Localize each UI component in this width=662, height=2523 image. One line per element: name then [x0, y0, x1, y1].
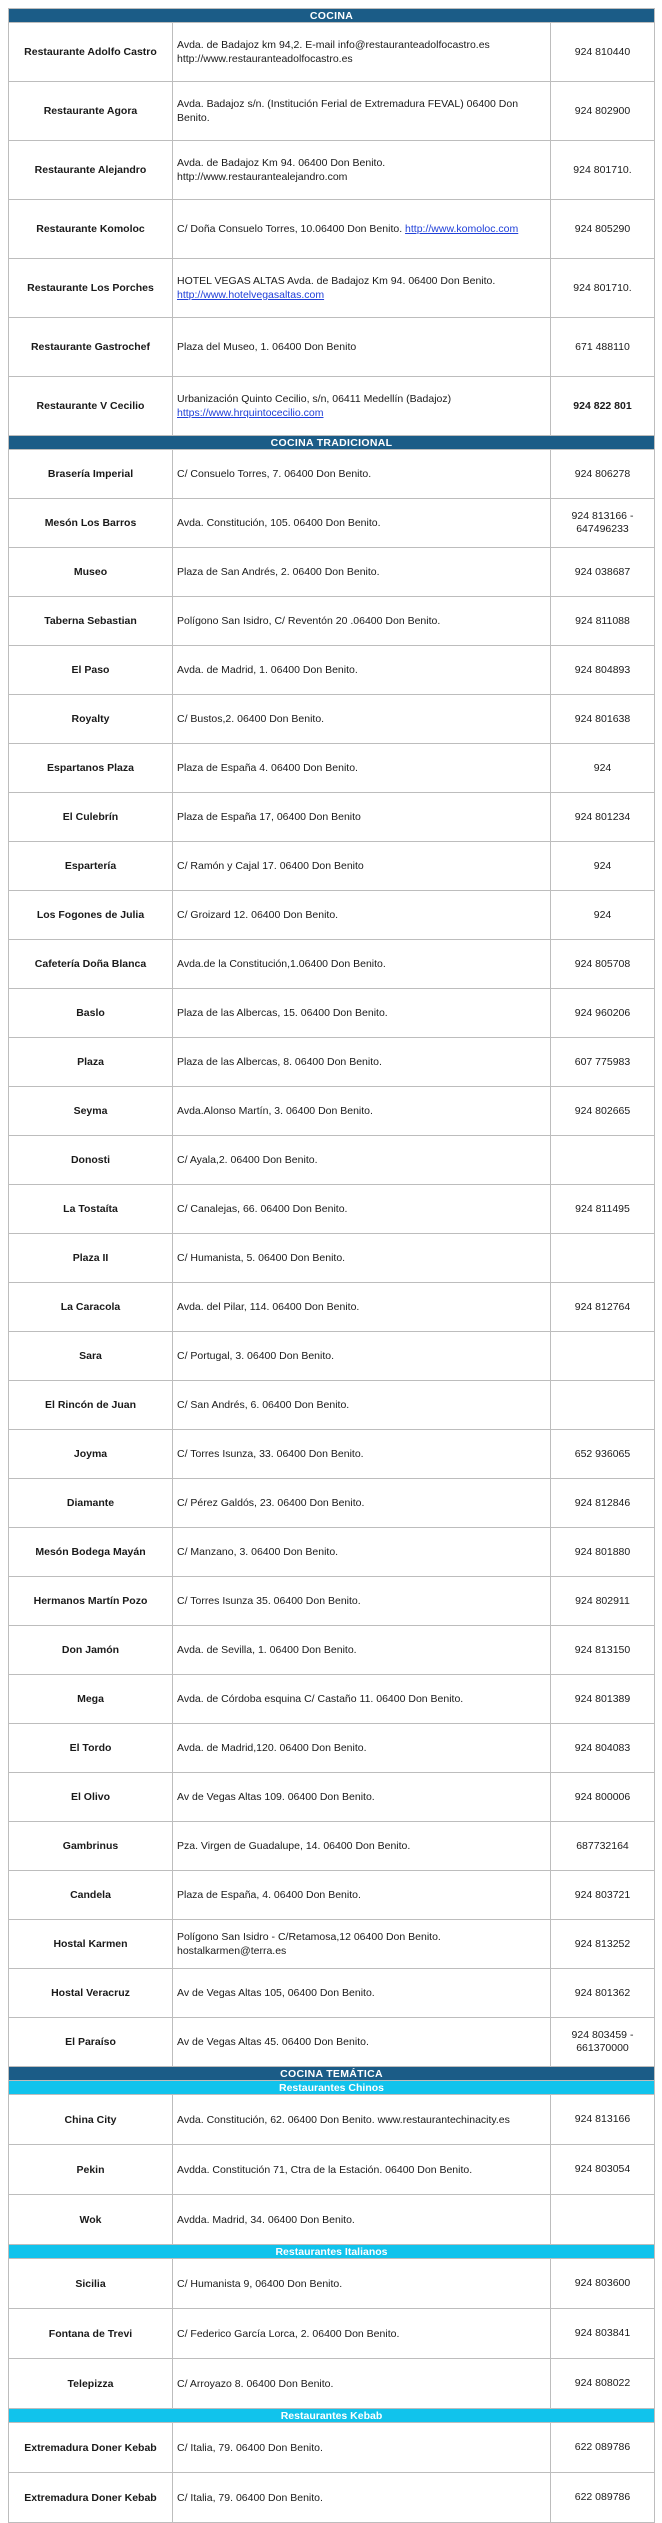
- table-row: [9, 1528, 655, 1577]
- table-row: [9, 1381, 655, 1430]
- address-text: C/ Manzano, 3. 06400 Don Benito.: [177, 1546, 339, 1558]
- restaurant-phone: 924 803459 - 661370000: [551, 2018, 655, 2067]
- restaurant-address: [173, 1675, 551, 1724]
- subsection-header-2: [9, 2409, 655, 2423]
- table-row: [9, 200, 655, 259]
- restaurant-address: [173, 989, 551, 1038]
- address-text: Plaza de España, 4. 06400 Don Benito.: [177, 1889, 361, 1901]
- restaurant-address: [173, 2423, 551, 2473]
- restaurant-address: [173, 1871, 551, 1920]
- restaurant-phone: 924 801234: [551, 793, 655, 842]
- restaurant-phone: 924 806278: [551, 450, 655, 499]
- restaurant-address: [173, 744, 551, 793]
- address-text: C/ Arroyazo 8. 06400 Don Benito.: [177, 2377, 334, 2390]
- restaurant-name: Hostal Veracruz: [9, 1969, 173, 2018]
- restaurant-address: [173, 2195, 551, 2245]
- restaurant-directory-table: [8, 8, 655, 2523]
- address-text: HOTEL VEGAS ALTAS Avda. de Badajoz Km 94. 06400 Don Benito.: [177, 275, 496, 287]
- address-text: Polígono San Isidro - C/Retamosa,12 06400 Don Benito. hostalkarmen@terra.es: [177, 1931, 441, 1957]
- restaurant-phone: 924 813150: [551, 1626, 655, 1675]
- section-header-cocina-tradicional: [9, 436, 655, 450]
- table-row: [9, 2423, 655, 2473]
- table-row: [9, 989, 655, 1038]
- subsection-header-1-title: Restaurantes Italianos: [9, 2245, 655, 2259]
- address-text: Avda. de Badajoz km 94,2. E-mail info@restauranteadolfocastro.es http://www.restauranteadolfocastro.es: [177, 39, 490, 65]
- address-text: Avda. Constitución, 62. 06400 Don Benito. www.restaurantechinacity.es: [177, 2113, 510, 2126]
- address-text: Plaza de España 17, 06400 Don Benito: [177, 811, 361, 823]
- restaurant-directory-body: [9, 9, 655, 2523]
- restaurant-phone: 671 488110: [551, 318, 655, 377]
- section-header-cocina-tematica-title: COCINA TEMÁTICA: [9, 2067, 655, 2081]
- table-row: [9, 1087, 655, 1136]
- address-text: C/ Groizard 12. 06400 Don Benito.: [177, 909, 339, 921]
- table-row: [9, 499, 655, 548]
- restaurant-phone: [551, 1332, 655, 1381]
- table-row: [9, 744, 655, 793]
- address-text: Avdda. Madrid, 34. 06400 Don Benito.: [177, 2213, 355, 2226]
- restaurant-name: Seyma: [9, 1087, 173, 1136]
- restaurant-name: Gambrinus: [9, 1822, 173, 1871]
- restaurant-phone: 924 805290: [551, 200, 655, 259]
- restaurant-address: [173, 2473, 551, 2523]
- restaurant-name: Hermanos Martín Pozo: [9, 1577, 173, 1626]
- address-text: C/ Pérez Galdós, 23. 06400 Don Benito.: [177, 1497, 365, 1509]
- table-row: [9, 940, 655, 989]
- table-row: [9, 1577, 655, 1626]
- restaurant-name: Museo: [9, 548, 173, 597]
- restaurant-name: Sara: [9, 1332, 173, 1381]
- restaurant-name: Extremadura Doner Kebab: [9, 2423, 173, 2473]
- table-row: [9, 318, 655, 377]
- restaurant-address: [173, 940, 551, 989]
- table-row: [9, 793, 655, 842]
- table-row: [9, 2145, 655, 2195]
- address-text: C/ San Andrés, 6. 06400 Don Benito.: [177, 1399, 350, 1411]
- restaurant-name: Mega: [9, 1675, 173, 1724]
- restaurant-name: Restaurante Gastrochef: [9, 318, 173, 377]
- address-text: C/ Federico García Lorca, 2. 06400 Don Benito.: [177, 2327, 400, 2340]
- restaurant-name: Donosti: [9, 1136, 173, 1185]
- table-row: [9, 1871, 655, 1920]
- table-row: [9, 2259, 655, 2309]
- restaurant-address: [173, 200, 551, 259]
- address-text: Avda. de Madrid,120. 06400 Don Benito.: [177, 1742, 367, 1754]
- table-row: [9, 377, 655, 436]
- address-text: C/ Ayala,2. 06400 Don Benito.: [177, 1154, 318, 1166]
- table-row: [9, 1969, 655, 2018]
- restaurant-phone: 924 038687: [551, 548, 655, 597]
- address-text: Avdda. Constitución 71, Ctra de la Estación. 06400 Don Benito.: [177, 2163, 473, 2176]
- restaurant-phone: 924 813252: [551, 1920, 655, 1969]
- table-row: [9, 141, 655, 200]
- address-text: Avda. Constitución, 105. 06400 Don Benito.: [177, 517, 381, 529]
- restaurant-address: [173, 2309, 551, 2359]
- restaurant-address: [173, 548, 551, 597]
- restaurant-name: Don Jamón: [9, 1626, 173, 1675]
- restaurant-address: [173, 318, 551, 377]
- table-row: [9, 450, 655, 499]
- table-row: [9, 842, 655, 891]
- restaurant-address: [173, 1234, 551, 1283]
- restaurant-address: [173, 259, 551, 318]
- restaurant-name: Restaurante Los Porches: [9, 259, 173, 318]
- restaurant-name: Plaza II: [9, 1234, 173, 1283]
- restaurant-name: Los Fogones de Julia: [9, 891, 173, 940]
- address-text: Av de Vegas Altas 105, 06400 Don Benito.: [177, 1987, 375, 1999]
- address-text: C/ Portugal, 3. 06400 Don Benito.: [177, 1350, 335, 1362]
- restaurant-name: Royalty: [9, 695, 173, 744]
- address-text: Plaza de las Albercas, 15. 06400 Don Benito.: [177, 1007, 388, 1019]
- restaurant-name: Mesón Bodega Mayán: [9, 1528, 173, 1577]
- restaurant-phone: 622 089786: [551, 2473, 655, 2523]
- restaurant-phone: 924 804083: [551, 1724, 655, 1773]
- restaurant-phone: 607 775983: [551, 1038, 655, 1087]
- table-row: [9, 1185, 655, 1234]
- table-row: [9, 695, 655, 744]
- address-text: Urbanización Quinto Cecilio, s/n, 06411 Medellín (Badajoz): [177, 393, 452, 405]
- restaurant-address: [173, 141, 551, 200]
- restaurant-name: El Culebrín: [9, 793, 173, 842]
- restaurant-address: [173, 450, 551, 499]
- address-text: C/ Torres Isunza, 33. 06400 Don Benito.: [177, 1448, 364, 1460]
- restaurant-phone: 924 803721: [551, 1871, 655, 1920]
- restaurant-address: [173, 2095, 551, 2145]
- table-row: [9, 1136, 655, 1185]
- restaurant-name: Pekin: [9, 2145, 173, 2195]
- restaurant-phone: 924 810440: [551, 23, 655, 82]
- restaurant-address: [173, 695, 551, 744]
- restaurant-phone: 924 801389: [551, 1675, 655, 1724]
- restaurant-name: Taberna Sebastian: [9, 597, 173, 646]
- restaurant-name: Restaurante Agora: [9, 82, 173, 141]
- restaurant-phone: 924 801710.: [551, 141, 655, 200]
- restaurant-address: [173, 1185, 551, 1234]
- restaurant-address: [173, 1479, 551, 1528]
- table-row: [9, 1675, 655, 1724]
- restaurant-address: [173, 377, 551, 436]
- address-text: Avda. Badajoz s/n. (Institución Ferial de Extremadura FEVAL) 06400 Don Benito.: [177, 98, 519, 124]
- restaurant-phone: [551, 2195, 655, 2245]
- subsection-header-1: [9, 2245, 655, 2259]
- address-text: Avda. del Pilar, 114. 06400 Don Benito.: [177, 1301, 360, 1313]
- restaurant-phone: 924 802911: [551, 1577, 655, 1626]
- table-row: [9, 2018, 655, 2067]
- restaurant-name: Brasería Imperial: [9, 450, 173, 499]
- restaurant-phone: 924 811088: [551, 597, 655, 646]
- address-text: Plaza del Museo, 1. 06400 Don Benito: [177, 341, 357, 353]
- restaurant-phone: 924 803600: [551, 2259, 655, 2309]
- table-row: [9, 891, 655, 940]
- restaurant-name: El Paso: [9, 646, 173, 695]
- address-text: Avda.Alonso Martín, 3. 06400 Don Benito.: [177, 1105, 373, 1117]
- restaurant-name: Candela: [9, 1871, 173, 1920]
- address-text: Avda. de Sevilla, 1. 06400 Don Benito.: [177, 1644, 357, 1656]
- restaurant-name: La Tostaíta: [9, 1185, 173, 1234]
- restaurant-name: Wok: [9, 2195, 173, 2245]
- section-header-cocina-tematica: [9, 2067, 655, 2081]
- restaurant-address: [173, 1577, 551, 1626]
- address-text: Av de Vegas Altas 45. 06400 Don Benito.: [177, 2036, 369, 2048]
- restaurant-address: [173, 597, 551, 646]
- restaurant-phone: 924 803054: [551, 2145, 655, 2195]
- restaurant-address: [173, 646, 551, 695]
- table-row: [9, 1822, 655, 1871]
- restaurant-address: [173, 1528, 551, 1577]
- table-row: [9, 646, 655, 695]
- table-row: [9, 1479, 655, 1528]
- address-text: C/ Humanista, 5. 06400 Don Benito.: [177, 1252, 346, 1264]
- restaurant-address: [173, 499, 551, 548]
- restaurant-phone: [551, 1381, 655, 1430]
- restaurant-name: China City: [9, 2095, 173, 2145]
- restaurant-phone: 924 800006: [551, 1773, 655, 1822]
- section-header-cocina-tradicional-title: COCINA TRADICIONAL: [9, 436, 655, 450]
- address-text: C/ Italia, 79. 06400 Don Benito.: [177, 2441, 323, 2454]
- restaurant-phone: 652 936065: [551, 1430, 655, 1479]
- restaurant-address: [173, 1773, 551, 1822]
- restaurant-name: Fontana de Trevi: [9, 2309, 173, 2359]
- restaurant-address: [173, 1332, 551, 1381]
- restaurant-phone: 924: [551, 842, 655, 891]
- section-header-cocina-title: COCINA: [9, 9, 655, 23]
- restaurant-phone: 687732164: [551, 1822, 655, 1871]
- website-link[interactable]: https://www.hrquintocecilio.com: [177, 407, 324, 419]
- restaurant-address: [173, 2359, 551, 2409]
- restaurant-address: [173, 793, 551, 842]
- address-text: Avda. de Badajoz Km 94. 06400 Don Benito. http://www.restaurantealejandro.com: [177, 157, 386, 183]
- table-row: [9, 2309, 655, 2359]
- restaurant-phone: 924 822 801: [551, 377, 655, 436]
- restaurant-name: Hostal Karmen: [9, 1920, 173, 1969]
- address-text: C/ Consuelo Torres, 7. 06400 Don Benito.: [177, 468, 372, 480]
- table-row: [9, 1038, 655, 1087]
- subsection-header-0-title: Restaurantes Chinos: [9, 2081, 655, 2095]
- restaurant-name: Cafetería Doña Blanca: [9, 940, 173, 989]
- restaurant-name: El Olivo: [9, 1773, 173, 1822]
- restaurant-name: Restaurante Alejandro: [9, 141, 173, 200]
- table-row: [9, 597, 655, 646]
- restaurant-phone: 924 801638: [551, 695, 655, 744]
- restaurant-phone: 924 812764: [551, 1283, 655, 1332]
- website-link[interactable]: http://www.komoloc.com: [405, 223, 519, 235]
- table-row: [9, 548, 655, 597]
- restaurant-phone: 924 801880: [551, 1528, 655, 1577]
- table-row: [9, 2473, 655, 2523]
- restaurant-phone: [551, 1136, 655, 1185]
- restaurant-address: [173, 1626, 551, 1675]
- restaurant-name: Espartanos Plaza: [9, 744, 173, 793]
- restaurant-address: [173, 2259, 551, 2309]
- restaurant-phone: 924 801362: [551, 1969, 655, 2018]
- restaurant-address: [173, 1381, 551, 1430]
- address-text: Avda. de Córdoba esquina C/ Castaño 11. 06400 Don Benito.: [177, 1693, 464, 1705]
- subsection-header-2-title: Restaurantes Kebab: [9, 2409, 655, 2423]
- restaurant-name: La Caracola: [9, 1283, 173, 1332]
- table-row: [9, 1920, 655, 1969]
- restaurant-phone: 924 802665: [551, 1087, 655, 1136]
- restaurant-phone: 924 801710.: [551, 259, 655, 318]
- restaurant-phone: 924 811495: [551, 1185, 655, 1234]
- section-header-cocina: [9, 9, 655, 23]
- restaurant-name: Diamante: [9, 1479, 173, 1528]
- table-row: [9, 1234, 655, 1283]
- restaurant-address: [173, 2145, 551, 2195]
- address-text: C/ Torres Isunza 35. 06400 Don Benito.: [177, 1595, 361, 1607]
- restaurant-address: [173, 842, 551, 891]
- table-row: [9, 2095, 655, 2145]
- restaurant-address: [173, 1136, 551, 1185]
- address-text: Plaza de San Andrés, 2. 06400 Don Benito.: [177, 566, 380, 578]
- address-text: Avda.de la Constitución,1.06400 Don Benito.: [177, 958, 386, 970]
- restaurant-address: [173, 2018, 551, 2067]
- restaurant-address: [173, 1920, 551, 1969]
- restaurant-name: Joyma: [9, 1430, 173, 1479]
- restaurant-name: Restaurante Komoloc: [9, 200, 173, 259]
- table-row: [9, 1430, 655, 1479]
- address-text: Av de Vegas Altas 109. 06400 Don Benito.: [177, 1791, 375, 1803]
- restaurant-phone: 924 802900: [551, 82, 655, 141]
- restaurant-name: Mesón Los Barros: [9, 499, 173, 548]
- restaurant-phone: 924 808022: [551, 2359, 655, 2409]
- restaurant-address: [173, 1969, 551, 2018]
- table-row: [9, 1283, 655, 1332]
- address-text: C/ Ramón y Cajal 17. 06400 Don Benito: [177, 860, 364, 872]
- table-row: [9, 1332, 655, 1381]
- restaurant-name: El Tordo: [9, 1724, 173, 1773]
- restaurant-name: Sicilia: [9, 2259, 173, 2309]
- restaurant-name: Restaurante Adolfo Castro: [9, 23, 173, 82]
- subsection-header-0: [9, 2081, 655, 2095]
- restaurant-address: [173, 1087, 551, 1136]
- address-text: Polígono San Isidro, C/ Reventón 20 .06400 Don Benito.: [177, 615, 441, 627]
- address-text: C/ Doña Consuelo Torres, 10.06400 Don Benito.: [177, 223, 403, 235]
- restaurant-address: [173, 891, 551, 940]
- address-text: Plaza de las Albercas, 8. 06400 Don Benito.: [177, 1056, 382, 1068]
- restaurant-phone: 924 960206: [551, 989, 655, 1038]
- table-row: [9, 2195, 655, 2245]
- table-row: [9, 82, 655, 141]
- table-row: [9, 23, 655, 82]
- restaurant-name: Telepizza: [9, 2359, 173, 2409]
- restaurant-address: [173, 82, 551, 141]
- restaurant-phone: 924 804893: [551, 646, 655, 695]
- table-row: [9, 2359, 655, 2409]
- restaurant-address: [173, 23, 551, 82]
- restaurant-address: [173, 1283, 551, 1332]
- restaurant-name: El Paraíso: [9, 2018, 173, 2067]
- address-text: C/ Humanista 9, 06400 Don Benito.: [177, 2277, 343, 2290]
- table-row: [9, 1773, 655, 1822]
- address-text: C/ Bustos,2. 06400 Don Benito.: [177, 713, 325, 725]
- address-text: C/ Italia, 79. 06400 Don Benito.: [177, 2491, 323, 2504]
- address-text: Avda. de Madrid, 1. 06400 Don Benito.: [177, 664, 358, 676]
- address-text: Plaza de España 4. 06400 Don Benito.: [177, 762, 358, 774]
- restaurant-phone: 924: [551, 744, 655, 793]
- restaurant-address: [173, 1038, 551, 1087]
- table-row: [9, 259, 655, 318]
- restaurant-phone: 924 813166: [551, 2095, 655, 2145]
- restaurant-phone: 924: [551, 891, 655, 940]
- restaurant-phone: [551, 1234, 655, 1283]
- table-row: [9, 1724, 655, 1773]
- restaurant-address: [173, 1822, 551, 1871]
- restaurant-address: [173, 1430, 551, 1479]
- restaurant-name: Restaurante V Cecilio: [9, 377, 173, 436]
- address-text: Pza. Virgen de Guadalupe, 14. 06400 Don Benito.: [177, 1840, 411, 1852]
- restaurant-name: Baslo: [9, 989, 173, 1038]
- restaurant-name: El Rincón de Juan: [9, 1381, 173, 1430]
- address-text: C/ Canalejas, 66. 06400 Don Benito.: [177, 1203, 348, 1215]
- restaurant-address: [173, 1724, 551, 1773]
- restaurant-name: Plaza: [9, 1038, 173, 1087]
- restaurant-name: Extremadura Doner Kebab: [9, 2473, 173, 2523]
- restaurant-phone: 924 813166 - 647496233: [551, 499, 655, 548]
- restaurant-phone: 924 805708: [551, 940, 655, 989]
- restaurant-phone: 622 089786: [551, 2423, 655, 2473]
- restaurant-phone: 924 803841: [551, 2309, 655, 2359]
- restaurant-name: Espartería: [9, 842, 173, 891]
- table-row: [9, 1626, 655, 1675]
- restaurant-phone: 924 812846: [551, 1479, 655, 1528]
- website-link[interactable]: http://www.hotelvegasaltas.com: [177, 289, 325, 301]
